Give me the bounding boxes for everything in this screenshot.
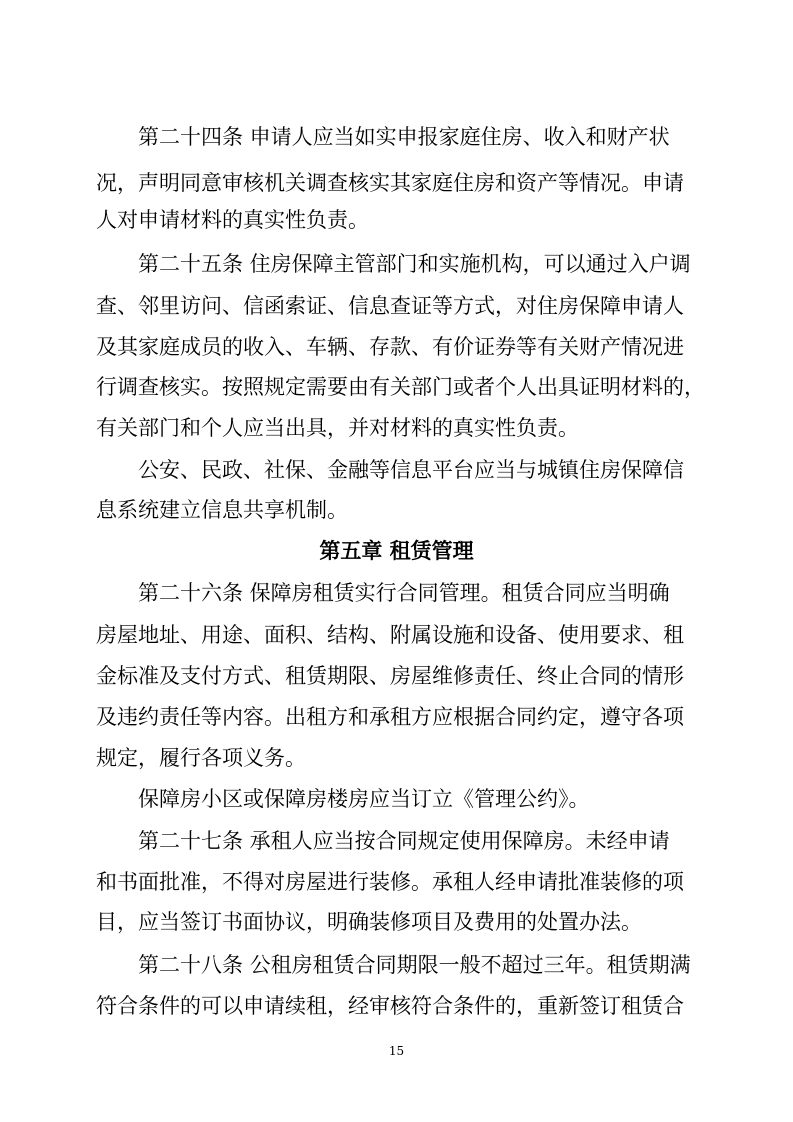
- chapter-5-title: 第五章 租赁管理: [319, 538, 474, 563]
- info-sharing-line-1: 公安、民政、社保、金融等信息平台应当与城镇住房保障信: [138, 458, 684, 482]
- article-27-line-3: 目，应当签订书面协议，明确装修项目及费用的处置办法。: [96, 910, 642, 934]
- article-26-line-1: 第二十六条 保障房租赁实行合同管理。租赁合同应当明确: [138, 581, 670, 605]
- article-25-line-4: 行调查核实。按照规定需要由有关部门或者个人出具证明材料的，: [96, 375, 705, 399]
- article-26-line-5: 规定，履行各项义务。: [96, 746, 306, 770]
- article-27-line-1: 第二十七条 承租人应当按合同规定使用保障房。未经申请: [138, 829, 670, 853]
- page-number: 15: [388, 1044, 405, 1058]
- article-26-line-2: 房屋地址、用途、面积、结构、附属设施和设备、使用要求、租: [96, 623, 684, 647]
- article-25-line-3: 及其家庭成员的收入、车辆、存款、有价证券等有关财产情况进: [96, 335, 684, 359]
- article-25-line-2: 查、邻里访问、信函索证、信息查证等方式，对住房保障申请人: [96, 294, 684, 318]
- info-sharing-line-2: 息系统建立信息共享机制。: [96, 498, 348, 522]
- article-25-line-5: 有关部门和个人应当出具，并对材料的真实性负责。: [96, 416, 579, 440]
- article-24-line-3: 人对申请材料的真实性负责。: [96, 208, 369, 232]
- article-28-line-2: 符合条件的可以申请续租，经审核符合条件的，重新签订租赁合: [96, 994, 684, 1018]
- management-covenant-line: 保障房小区或保障房楼房应当订立《管理公约》。: [138, 787, 590, 811]
- article-25-line-1: 第二十五条 住房保障主管部门和实施机构，可以通过入户调: [138, 252, 691, 276]
- article-24-line-2: 况，声明同意审核机关调查核实其家庭住房和资产等情况。申请: [96, 171, 684, 195]
- article-27-line-2: 和书面批准，不得对房屋进行装修。承租人经申请批准装修的项: [96, 870, 684, 894]
- article-26-line-4: 及违约责任等内容。出租方和承租方应根据合同约定，遵守各项: [96, 705, 684, 729]
- article-28-line-1: 第二十八条 公租房租赁合同期限一般不超过三年。租赁期满: [138, 953, 691, 977]
- article-26-line-3: 金标准及支付方式、租赁期限、房屋维修责任、终止合同的情形: [96, 664, 684, 688]
- article-24-line-1: 第二十四条 申请人应当如实申报家庭住房、收入和财产状: [138, 125, 670, 149]
